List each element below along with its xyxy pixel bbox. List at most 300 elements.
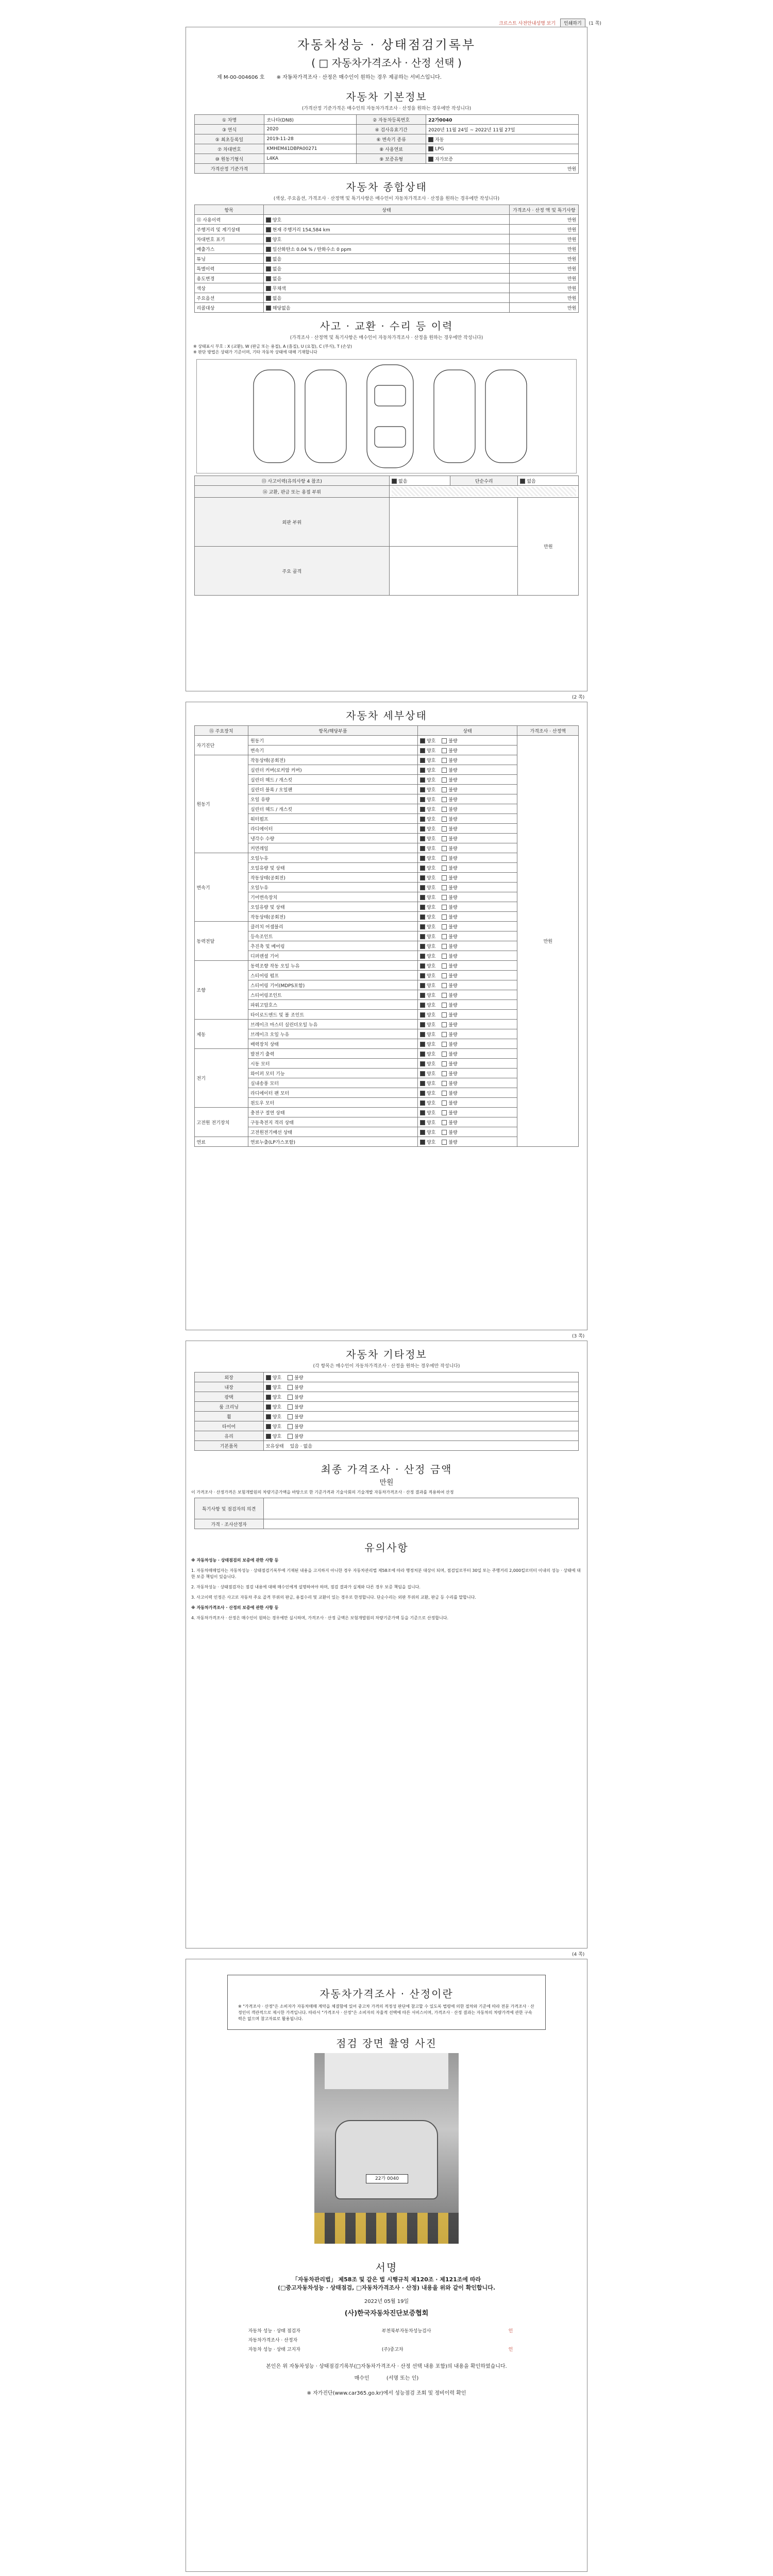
status-row xyxy=(194,293,579,303)
detail-state xyxy=(417,902,517,912)
detail-bad-checkbox xyxy=(442,826,447,832)
detail-bad-label: 불량 xyxy=(448,817,458,822)
other-bad-checkbox xyxy=(288,1434,293,1439)
detail-bad-label: 불량 xyxy=(448,1003,458,1008)
frame-label: ⑭ 교환, 판금 또는 용접 부위 xyxy=(194,486,390,498)
other-ownership-value: 있음 · 없음 xyxy=(290,1444,312,1449)
detail-state xyxy=(417,755,517,765)
detail-state xyxy=(417,1069,517,1078)
buyer-label: 매수인 xyxy=(354,2376,369,2381)
other-row xyxy=(194,1372,579,1382)
detail-bad-label: 불량 xyxy=(448,934,458,940)
detail-item-name: 기어변속장치 xyxy=(248,892,417,902)
car-number: 22가0040 xyxy=(426,115,579,125)
status-price: 만원 xyxy=(510,215,579,225)
other-row-name: 광택 xyxy=(194,1392,263,1402)
price-label: 가격산정 기준가격 xyxy=(194,164,264,174)
detail-item-name: 작동상태(공회전) xyxy=(248,755,417,765)
page-3 xyxy=(186,1341,587,1948)
caution-head-2: ※ 자동차가격조사 · 산정의 보증에 관한 사항 등 xyxy=(191,1605,279,1610)
inspector-value: 부천북부자동차성능검사 xyxy=(381,2328,431,2334)
accident-legend-2: ※ 판단 방법은 상태가 기준이며, 기타 자동차 상태에 대해 기재합니다 xyxy=(193,350,317,354)
caution-p3: 3. 사고이력 인정은 사고로 자동차 주요 골격 부위의 판금, 용접수리 및 교환이 있는 경우로 한정합니다. 단순수리는 외판 부위의 교환, 판금 등 수리를 말합니다. xyxy=(191,1595,476,1600)
detail-state xyxy=(417,1098,517,1108)
detail-bad-label: 불량 xyxy=(448,1110,458,1116)
status-row xyxy=(194,234,579,244)
detail-item-name: 오일누유 xyxy=(248,883,417,892)
other-bad-checkbox xyxy=(288,1375,293,1380)
status-checkbox xyxy=(266,296,271,301)
detail-state xyxy=(417,941,517,951)
other-bad-checkbox xyxy=(288,1424,293,1429)
status-price: 만원 xyxy=(510,244,579,254)
detail-good-label: 양호 xyxy=(426,973,436,979)
detail-item-name: 디퍼렌셜 기어 xyxy=(248,951,417,961)
status-value: 없음 xyxy=(272,266,282,272)
detail-good-label: 양호 xyxy=(426,846,436,852)
detail-state xyxy=(417,1059,517,1069)
detail-state xyxy=(417,1088,517,1098)
detail-group-name: 변속기 xyxy=(194,853,248,922)
basic-info-table xyxy=(194,114,579,174)
detail-state xyxy=(417,843,517,853)
detail-state xyxy=(417,951,517,961)
detail-price: 만원 xyxy=(517,736,579,1147)
detail-bad-checkbox xyxy=(442,1081,447,1086)
detail-good-checkbox xyxy=(420,846,425,851)
warranty-label: ⑨ 보증유형 xyxy=(357,154,426,164)
trans-checkbox xyxy=(428,137,433,142)
other-good-label: 양호 xyxy=(272,1375,282,1381)
detail-good-checkbox xyxy=(420,1110,425,1115)
detail-good-checkbox xyxy=(420,1032,425,1037)
detail-state xyxy=(417,824,517,834)
detail-bad-label: 불량 xyxy=(448,914,458,920)
detail-good-label: 양호 xyxy=(426,1022,436,1028)
fuel-label: ⑧ 사용연료 xyxy=(357,144,426,154)
caution-p1: 1. 자동차매매업자는 자동차성능 · 상태점검기록부에 기재된 내용을 고지하지 아니한 경우 자동차관리법 제58조에 따라 행정처분 대상이 되며, 점검일로부터 30일 또는 주행거리 2,000킬로미터 이내의 성능 · 상태에 대한 보증 책임이 있습니다. xyxy=(191,1568,581,1579)
detail-item-name: 브레이크 마스터 실린더오일 누유 xyxy=(248,1020,417,1029)
other-bad-label: 불량 xyxy=(294,1385,304,1391)
detail-bad-label: 불량 xyxy=(448,1012,458,1018)
detail-good-checkbox xyxy=(420,807,425,812)
detail-good-label: 양호 xyxy=(426,1100,436,1106)
other-bad-label: 불량 xyxy=(294,1395,304,1400)
status-value: 없음 xyxy=(272,296,282,301)
status-value: 없음 xyxy=(272,276,282,282)
other-good-checkbox xyxy=(266,1414,271,1419)
detail-group-name: 자기진단 xyxy=(194,736,248,755)
detail-good-label: 양호 xyxy=(426,944,436,950)
other-table xyxy=(194,1372,579,1451)
accident-title: 사고 · 교환 · 수리 등 이력 xyxy=(320,320,453,332)
detail-good-label: 양호 xyxy=(426,1110,436,1116)
detail-bad-checkbox xyxy=(442,1061,447,1066)
detail-good-checkbox xyxy=(420,993,425,998)
detail-good-checkbox xyxy=(420,1120,425,1125)
other-good-checkbox xyxy=(266,1424,271,1429)
other-bad-label: 불량 xyxy=(294,1414,304,1420)
status-price: 만원 xyxy=(510,264,579,274)
detail-bad-label: 불량 xyxy=(448,1140,458,1145)
other-good-label: 양호 xyxy=(272,1414,282,1420)
form-number: 제 M-00-004606 호 xyxy=(217,75,265,80)
detail-bad-checkbox xyxy=(442,914,447,920)
detail-group-name: 제동 xyxy=(194,1020,248,1049)
detail-state xyxy=(417,1000,517,1010)
status-row xyxy=(194,254,579,264)
detail-good-checkbox xyxy=(420,1012,425,1018)
agreement-title: 자동차가격조사 · 산정이란 xyxy=(320,1988,453,2000)
caution-p2: 2. 자동차성능 · 상태점검자는 점검 내용에 대해 매수인에게 설명하여야 하며, 점검 결과가 실제와 다른 경우 보증 책임을 집니다. xyxy=(191,1585,421,1589)
detail-bad-checkbox xyxy=(442,1042,447,1047)
detail-good-label: 양호 xyxy=(426,1120,436,1126)
status-price: 만원 xyxy=(510,303,579,313)
other-bad-label: 불량 xyxy=(294,1434,304,1439)
detail-bad-label: 불량 xyxy=(448,1130,458,1136)
status-row xyxy=(194,225,579,234)
detail-state xyxy=(417,980,517,990)
other-row-state xyxy=(263,1412,579,1421)
status-table: 항목 상태 가격조사 · 산정 액 및 특기사항 ⑪ 사용이력 양호 만원 주행거리 및 계기상태 현재 주행거리 154,584 km 만원 차대번호 표기 양호 만원 배출가스 일산화탄소 0.04 % / 탄화수소 0 ppm 만원 튜닝 없음 만원 특별이력 없음 만원 용도변경 없음 만원 색상 무채색 만원 주요옵션 없음 만원 리콜대상 해당없음 만원 xyxy=(194,205,579,313)
detail-item-name: 스티어링 펌프 xyxy=(248,971,417,980)
sign-statement-2: (□중고자동차성능 · 상태점검, □자동차가격조사 · 산정) 내용을 위와 같이 확인합니다. xyxy=(277,2284,496,2291)
status-row xyxy=(194,303,579,313)
detail-good-label: 양호 xyxy=(426,895,436,901)
detail-group-name: 전기 xyxy=(194,1049,248,1108)
detail-item-name: 시동 모터 xyxy=(248,1059,417,1069)
detail-good-checkbox xyxy=(420,826,425,832)
detail-bad-label: 불량 xyxy=(448,1081,458,1087)
detail-bad-checkbox xyxy=(442,1110,447,1115)
detail-bad-label: 불량 xyxy=(448,944,458,950)
status-name: ⑪ 사용이력 xyxy=(194,215,263,225)
other-bad-checkbox xyxy=(288,1404,293,1410)
detail-state xyxy=(417,961,517,971)
detail-good-checkbox xyxy=(420,983,425,988)
detail-bad-label: 불량 xyxy=(448,777,458,783)
detail-good-label: 양호 xyxy=(426,758,436,764)
dealer-stamp: 인 xyxy=(508,2347,513,2352)
detail-bad-checkbox xyxy=(442,983,447,988)
detail-state xyxy=(417,1127,517,1137)
detail-good-label: 양호 xyxy=(426,1042,436,1047)
caution-title: 유의사항 xyxy=(364,1541,409,1554)
detail-bad-label: 불량 xyxy=(448,1052,458,1057)
detail-good-checkbox xyxy=(420,866,425,871)
detail-item-name: 실린더 헤드 / 개스킷 xyxy=(248,775,417,785)
detail-item-name: 실내송풍 모터 xyxy=(248,1078,417,1088)
detail-bad-label: 불량 xyxy=(448,826,458,832)
accident-label: ⑬ 사고이력(유의사항 4 참조) xyxy=(194,476,390,486)
detail-state xyxy=(417,922,517,931)
detail-item-name: 등속조인트 xyxy=(248,931,417,941)
detail-item-name: 커먼레일 xyxy=(248,843,417,853)
detail-bad-checkbox xyxy=(442,875,447,880)
status-sub: (색상, 주요옵션, 가격조사 · 산정액 및 특기사항은 매수인이 자동차가격조사 · 산정을 원하는 경우에만 작성니다) xyxy=(273,196,500,201)
detail-state xyxy=(417,785,517,794)
status-name: 리콜대상 xyxy=(194,303,263,313)
detail-item-name: 스티어링 기어(MDPS포함) xyxy=(248,980,417,990)
simple-value: 없음 xyxy=(527,479,536,484)
detail-bad-checkbox xyxy=(442,797,447,802)
regdate-label: ⑤ 최초등록일 xyxy=(194,134,264,144)
detail-good-checkbox xyxy=(420,768,425,773)
status-checkbox xyxy=(266,227,271,232)
status-checkbox xyxy=(266,247,271,252)
detail-bad-checkbox xyxy=(442,993,447,998)
detail-item-name: 파워고압호스 xyxy=(248,1000,417,1010)
status-value: 양호 xyxy=(272,217,282,223)
detail-bad-checkbox xyxy=(442,1032,447,1037)
detail-bad-checkbox xyxy=(442,1012,447,1018)
detail-bad-label: 불량 xyxy=(448,738,458,744)
detail-bad-checkbox xyxy=(442,777,447,783)
status-value: 무채색 xyxy=(272,286,286,292)
status-row xyxy=(194,283,579,293)
detail-item-name: 실린더 커버(로커암 커버) xyxy=(248,765,417,775)
car-rear-outline xyxy=(434,370,475,463)
detail-good-label: 양호 xyxy=(426,777,436,783)
sign-date: 2022년 05월 19일 xyxy=(364,2299,409,2304)
detail-state xyxy=(417,1029,517,1039)
detail-bad-label: 불량 xyxy=(448,895,458,901)
detail-bad-label: 불량 xyxy=(448,1120,458,1126)
valid-label: ④ 검사유효기간 xyxy=(357,125,426,134)
detail-good-label: 양호 xyxy=(426,963,436,969)
detail-good-checkbox xyxy=(420,1061,425,1066)
detail-item-name: 고전원전기배선 상태 xyxy=(248,1127,417,1137)
regdate-value: 2019-11-28 xyxy=(264,134,357,144)
simple-checkbox xyxy=(520,479,525,484)
status-value: 일산화탄소 0.04 % / 탄화수소 0 ppm xyxy=(272,247,351,252)
status-checkbox xyxy=(266,237,271,242)
detail-bad-checkbox xyxy=(442,836,447,841)
detail-bad-checkbox xyxy=(442,738,447,743)
status-name: 튜닝 xyxy=(194,254,263,264)
detail-row xyxy=(194,736,579,745)
detail-bad-checkbox xyxy=(442,1130,447,1135)
other-row xyxy=(194,1412,579,1421)
vin-label: ⑦ 차대번호 xyxy=(194,144,264,154)
status-result-col: 가격조사 · 산정 액 및 특기사항 xyxy=(510,205,579,215)
status-price: 만원 xyxy=(510,234,579,244)
other-row-name: 타이어 xyxy=(194,1421,263,1431)
detail-bad-label: 불량 xyxy=(448,905,458,910)
detail-bad-checkbox xyxy=(442,1140,447,1145)
other-ownership-label: 보유상태 xyxy=(265,1444,284,1449)
detail-state xyxy=(417,883,517,892)
detail-good-label: 양호 xyxy=(426,1081,436,1087)
final-unit: 만원 xyxy=(379,1479,394,1487)
detail-state xyxy=(417,804,517,814)
other-row-name: 외장 xyxy=(194,1372,263,1382)
detail-good-checkbox xyxy=(420,934,425,939)
detail-good-label: 양호 xyxy=(426,856,436,861)
detail-item-name: 변속기 xyxy=(248,745,417,755)
caution-p4: 4. 자동차가격조사 · 산정은 매수인이 원하는 경우에만 실시하며, 가격조사 · 산정 금액은 보험개발원의 차량기준가액 등을 기준으로 산정합니다. xyxy=(191,1616,448,1620)
car-photo-body xyxy=(335,2120,438,2199)
status-checkbox xyxy=(266,306,271,311)
detail-item-name: 배력장치 상태 xyxy=(248,1039,417,1049)
detail-good-checkbox xyxy=(420,954,425,959)
status-name: 주행거리 및 계기상태 xyxy=(194,225,263,234)
status-value: 양호 xyxy=(272,237,282,243)
detail-bad-label: 불량 xyxy=(448,993,458,998)
vin-value: KMHEM41DBPA00271 xyxy=(264,144,357,154)
detail-good-label: 양호 xyxy=(426,885,436,891)
other-title: 자동차 기타정보 xyxy=(346,1348,427,1361)
detail-good-label: 양호 xyxy=(426,748,436,754)
car-right-outline xyxy=(485,370,527,463)
other-good-label: 양호 xyxy=(272,1385,282,1391)
accident-table xyxy=(194,476,579,596)
detail-state xyxy=(417,794,517,804)
main-label: 주요 골격 xyxy=(194,547,390,596)
detail-item-name: 라디에이터 팬 모터 xyxy=(248,1088,417,1098)
detail-bad-checkbox xyxy=(442,1100,447,1106)
inspector-stamp: 인 xyxy=(508,2328,513,2334)
detail-bad-checkbox xyxy=(442,807,447,812)
detail-state xyxy=(417,1108,517,1117)
detail-bad-checkbox xyxy=(442,973,447,978)
detail-good-label: 양호 xyxy=(426,993,436,998)
footer-text: ※ 자가진단(www.car365.go.kr)에서 성능점검 조회 및 정비이력 확인 xyxy=(307,2391,466,2396)
detail-good-checkbox xyxy=(420,738,425,743)
detail-good-checkbox xyxy=(420,836,425,841)
status-name: 배출가스 xyxy=(194,244,263,254)
other-good-label: 양호 xyxy=(272,1395,282,1400)
detail-bad-label: 불량 xyxy=(448,768,458,773)
detail-bad-checkbox xyxy=(442,934,447,939)
detail-item-name: 작동상태(공회전) xyxy=(248,912,417,922)
frame-hatch xyxy=(392,487,576,496)
dealer-value: (주)중고차 xyxy=(381,2347,404,2352)
detail-state xyxy=(417,1078,517,1088)
detail-state xyxy=(417,775,517,785)
detail-table xyxy=(194,725,579,1147)
year-label: ③ 연식 xyxy=(194,125,264,134)
detail-bad-label: 불량 xyxy=(448,1042,458,1047)
other-row-name: 휠 xyxy=(194,1412,263,1421)
detail-state xyxy=(417,912,517,922)
other-row-state xyxy=(263,1382,579,1392)
other-row-state xyxy=(263,1372,579,1382)
print-button[interactable]: 인쇄하기 xyxy=(560,19,585,27)
detail-bad-checkbox xyxy=(442,1091,447,1096)
car-name: 쏘나타(DN8) xyxy=(264,115,357,125)
status-value: 현재 주행거리 154,584 km xyxy=(272,227,330,233)
detail-good-label: 양호 xyxy=(426,768,436,773)
detail-bad-label: 불량 xyxy=(448,836,458,842)
detail-bad-label: 불량 xyxy=(448,856,458,861)
status-price: 만원 xyxy=(510,254,579,264)
outer-label: 외판 부위 xyxy=(194,498,390,547)
detail-bad-checkbox xyxy=(442,924,447,929)
detail-good-label: 양호 xyxy=(426,1003,436,1008)
detail-good-checkbox xyxy=(420,973,425,978)
detail-bad-checkbox xyxy=(442,787,447,792)
other-bad-label: 불량 xyxy=(294,1424,304,1430)
status-row xyxy=(194,274,579,283)
detail-good-label: 양호 xyxy=(426,983,436,989)
status-price: 만원 xyxy=(510,293,579,303)
detail-state xyxy=(417,814,517,824)
detail-group-name: 연료 xyxy=(194,1137,248,1147)
other-row-name: 내장 xyxy=(194,1382,263,1392)
detail-bad-label: 불량 xyxy=(448,797,458,803)
other-good-label: 양호 xyxy=(272,1424,282,1430)
detail-item-name: 오일유량 및 상태 xyxy=(248,902,417,912)
price-unit: 만원 xyxy=(264,164,579,174)
detail-good-checkbox xyxy=(420,1042,425,1047)
detail-col-state: 상태 xyxy=(417,726,517,736)
detail-state xyxy=(417,971,517,980)
detail-good-checkbox xyxy=(420,1071,425,1076)
status-price: 만원 xyxy=(510,274,579,283)
detail-bad-label: 불량 xyxy=(448,1032,458,1038)
opinion-label: 특기사항 및 점검자의 의견 xyxy=(194,1498,263,1519)
detail-bad-label: 불량 xyxy=(448,1091,458,1096)
detail-good-checkbox xyxy=(420,905,425,910)
detail-bad-label: 불량 xyxy=(448,866,458,871)
accident-checkbox xyxy=(392,479,397,484)
detail-good-label: 양호 xyxy=(426,797,436,803)
accident-result: 만원 xyxy=(518,498,579,596)
inspector-label: 자동차 성능 · 상태 점검자 xyxy=(248,2328,300,2334)
detail-good-label: 양호 xyxy=(426,954,436,959)
document-subtitle: ( □ 자동차가격조사 · 산정 선택 ) xyxy=(311,57,462,69)
status-checkbox xyxy=(266,286,271,291)
detail-good-checkbox xyxy=(420,1091,425,1096)
status-title: 자동차 종합상태 xyxy=(346,181,427,193)
detail-group-name: 고전원 전기장치 xyxy=(194,1108,248,1137)
detail-good-label: 양호 xyxy=(426,807,436,812)
detail-bad-label: 불량 xyxy=(448,875,458,881)
detail-state xyxy=(417,853,517,863)
fuel-value: LPG xyxy=(435,146,444,152)
detail-good-checkbox xyxy=(420,1003,425,1008)
status-name: 주요옵션 xyxy=(194,293,263,303)
status-value: 해당없음 xyxy=(272,306,291,311)
status-row xyxy=(194,264,579,274)
detail-item-name: 오일유량 및 상태 xyxy=(248,863,417,873)
other-row-name: 유리 xyxy=(194,1431,263,1441)
caution-head-1: ※ 자동차성능 · 상태점검의 보증에 관한 사항 등 xyxy=(191,1558,279,1563)
detail-good-checkbox xyxy=(420,1052,425,1057)
detail-state xyxy=(417,834,517,843)
status-name: 용도변경 xyxy=(194,274,263,283)
detail-bad-checkbox xyxy=(442,748,447,753)
other-row-name: 룸 크리닝 xyxy=(194,1402,263,1412)
detail-bad-label: 불량 xyxy=(448,954,458,959)
valid-value: 2020년 11월 24일 ~ 2022년 11월 27일 xyxy=(426,125,579,134)
status-checkbox xyxy=(266,257,271,262)
detail-bad-checkbox xyxy=(442,963,447,969)
final-table xyxy=(194,1498,579,1529)
final-title: 최종 가격조사 · 산정 금액 xyxy=(321,1463,452,1476)
other-row xyxy=(194,1431,579,1441)
year-value: 2020 xyxy=(264,125,357,134)
detail-bad-checkbox xyxy=(442,954,447,959)
other-row xyxy=(194,1402,579,1412)
detail-good-label: 양호 xyxy=(426,866,436,871)
engine-value: L4KA xyxy=(264,154,357,164)
detail-group-name: 원동기 xyxy=(194,755,248,853)
detail-state xyxy=(417,736,517,745)
sign-confirm: 본인은 위 자동차성능 · 상태점검기록부(□자동차가격조사 · 산정 선택 내용 포함)의 내용을 확인하였습니다. xyxy=(266,2364,507,2369)
detail-item-name: 원동기 xyxy=(248,736,417,745)
